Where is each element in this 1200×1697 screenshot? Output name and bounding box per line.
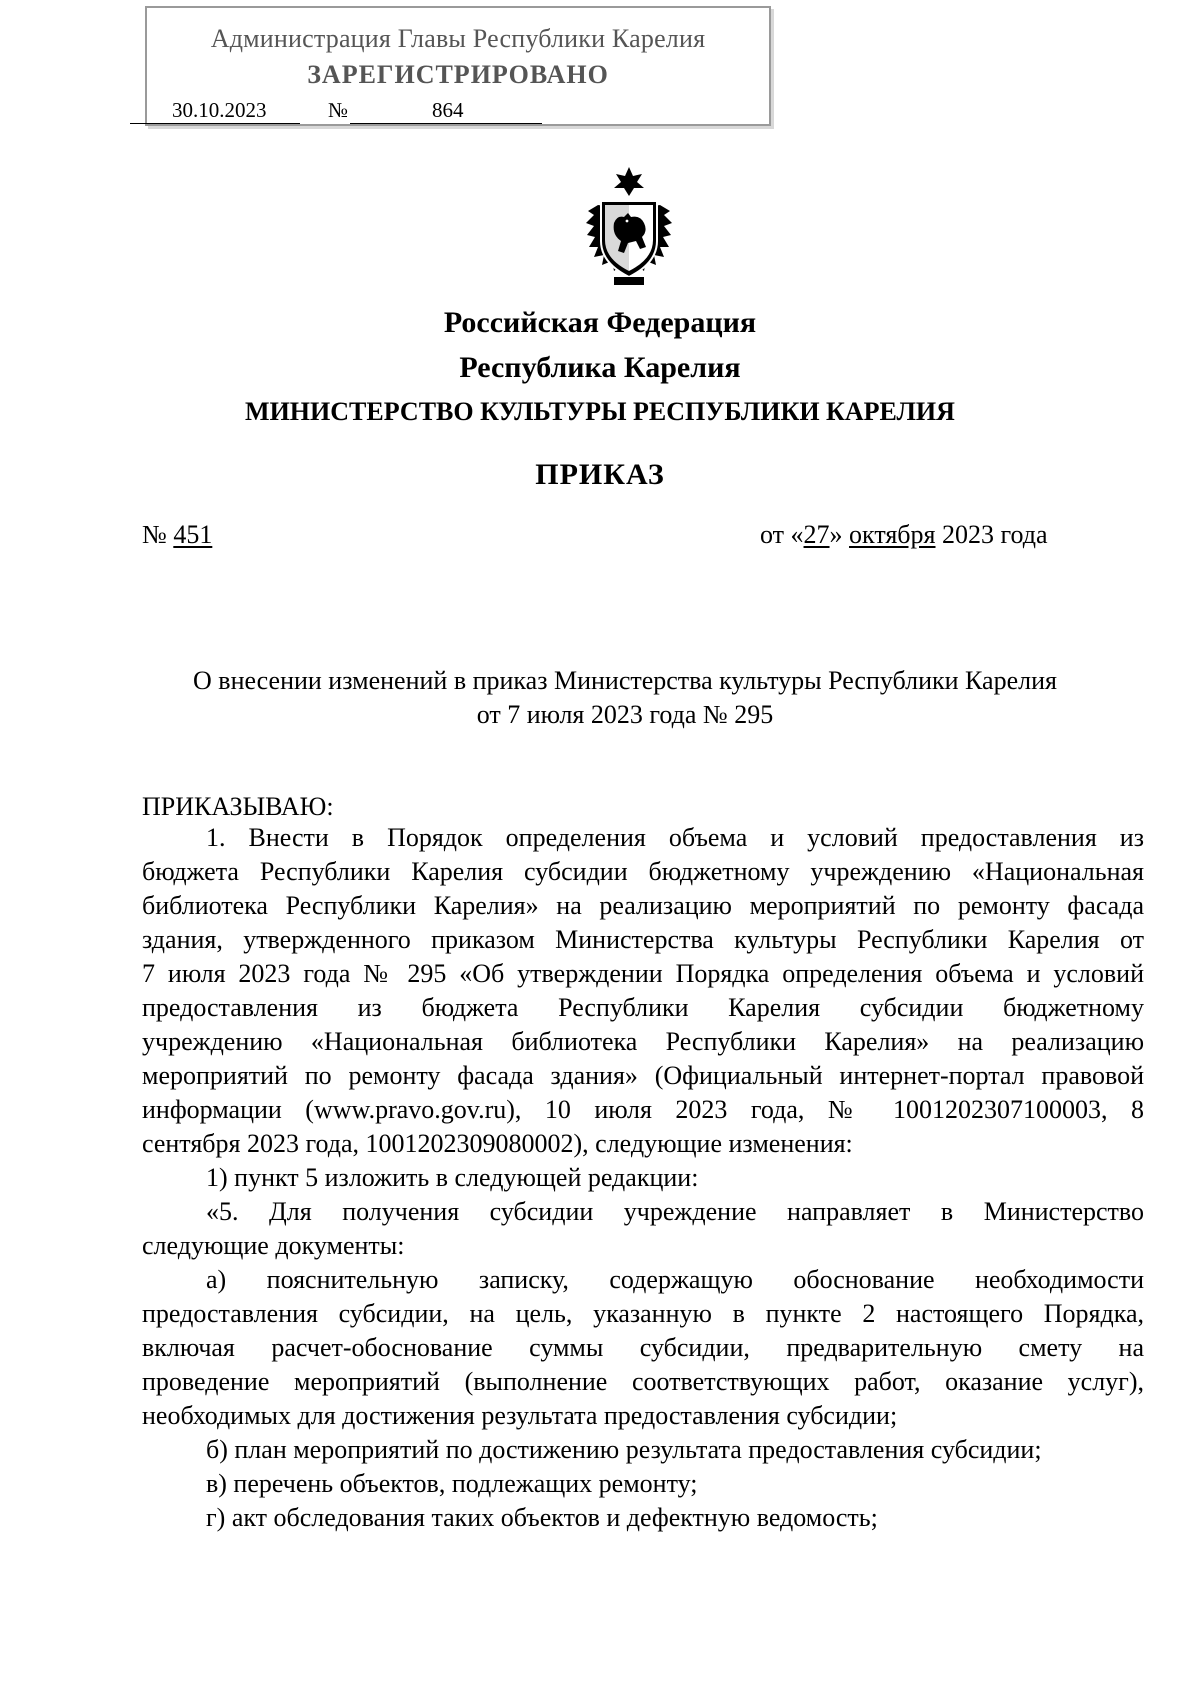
order-subject-line-1: О внесении изменений в приказ Министерства культуры Республики Карелия bbox=[193, 666, 1057, 695]
body-line: г) акт обследования таких объектов и дефектную ведомость; bbox=[206, 1503, 878, 1532]
body-line: а) пояснительную записку, содержащую обоснование необходимости bbox=[206, 1265, 1144, 1294]
order-date-prefix: от « bbox=[760, 520, 804, 549]
stamp-number: 864 bbox=[432, 98, 464, 122]
stamp-number-underline bbox=[350, 123, 542, 124]
body-line: сентября 2023 года, 1001202309080002), следующие изменения: bbox=[142, 1129, 853, 1158]
stamp-date: 30.10.2023 bbox=[172, 98, 267, 122]
body-line: необходимых для достижения результата предоставления субсидии; bbox=[142, 1401, 898, 1430]
header-federation: Российская Федерация bbox=[443, 306, 757, 339]
order-date bbox=[760, 520, 1048, 550]
order-subject-line-2: от 7 июля 2023 года № 295 bbox=[476, 700, 774, 729]
order-number-value: 451 bbox=[173, 520, 213, 549]
body-line: 1) пункт 5 изложить в следующей редакции: bbox=[206, 1163, 699, 1192]
order-number bbox=[142, 520, 212, 550]
stamp-status: ЗАРЕГИСТРИРОВАНО bbox=[307, 60, 609, 89]
body-line: бюджета Республики Карелия субсидии бюджетному учреждению «Национальная bbox=[142, 857, 1144, 886]
order-date-day: 27 bbox=[803, 520, 830, 549]
stamp-number-sign: № bbox=[328, 98, 349, 122]
body-line: мероприятий по ремонту фасада здания» (Официальный интернет-портал правовой bbox=[142, 1061, 1144, 1090]
body-line: предоставления из бюджета Республики Карелия субсидии бюджетному bbox=[142, 993, 1144, 1022]
stamp-authority: Администрация Главы Республики Карелия bbox=[210, 24, 706, 53]
body-line: предоставления субсидии, на цель, указанную в пункте 2 настоящего Порядка, bbox=[142, 1299, 1144, 1328]
order-date-mid: » bbox=[829, 520, 850, 549]
order-date-month: октября bbox=[849, 520, 936, 549]
stamp-date-underline bbox=[130, 123, 300, 124]
body-line: здания, утвержденного приказом Министерства культуры Республики Карелия от bbox=[142, 925, 1144, 954]
body-line: в) перечень объектов, подлежащих ремонту; bbox=[206, 1469, 698, 1498]
header-ministry: МИНИСТЕРСТВО КУЛЬТУРЫ РЕСПУБЛИКИ КАРЕЛИЯ bbox=[245, 397, 955, 426]
coat-of-arms-icon bbox=[584, 165, 674, 290]
order-number-prefix: № bbox=[142, 520, 174, 549]
body-line: проведение мероприятий (выполнение соответствующих работ, оказание услуг), bbox=[142, 1367, 1144, 1396]
order-date-suffix: 2023 года bbox=[935, 520, 1048, 549]
body-line: 1. Внести в Порядок определения объема и условий предоставления из bbox=[206, 823, 1144, 852]
stamp-registration-row bbox=[140, 98, 550, 126]
body-line: 7 июля 2023 года № 295 «Об утверждении Порядка определения объема и условий bbox=[142, 959, 1144, 988]
body-line: следующие документы: bbox=[142, 1231, 405, 1260]
body-line: б) план мероприятий по достижению результата предоставления субсидии; bbox=[206, 1435, 1042, 1464]
body-line: учреждению «Национальная библиотека Республики Карелия» на реализацию bbox=[142, 1027, 1144, 1056]
body-line: «5. Для получения субсидии учреждение направляет в Министерство bbox=[206, 1197, 1144, 1226]
header-republic: Республика Карелия bbox=[459, 351, 741, 384]
body-line: информации (www.pravo.gov.ru), 10 июля 2023 года, № 1001202307100003, 8 bbox=[142, 1095, 1144, 1124]
document-type-title: ПРИКАЗ bbox=[535, 458, 665, 491]
body-line: библиотека Республики Карелия» на реализацию мероприятий по ремонту фасада bbox=[142, 891, 1144, 920]
decree-heading: ПРИКАЗЫВАЮ: bbox=[142, 792, 334, 821]
body-line: включая расчет-обоснование суммы субсидии, предварительную смету на bbox=[142, 1333, 1144, 1362]
